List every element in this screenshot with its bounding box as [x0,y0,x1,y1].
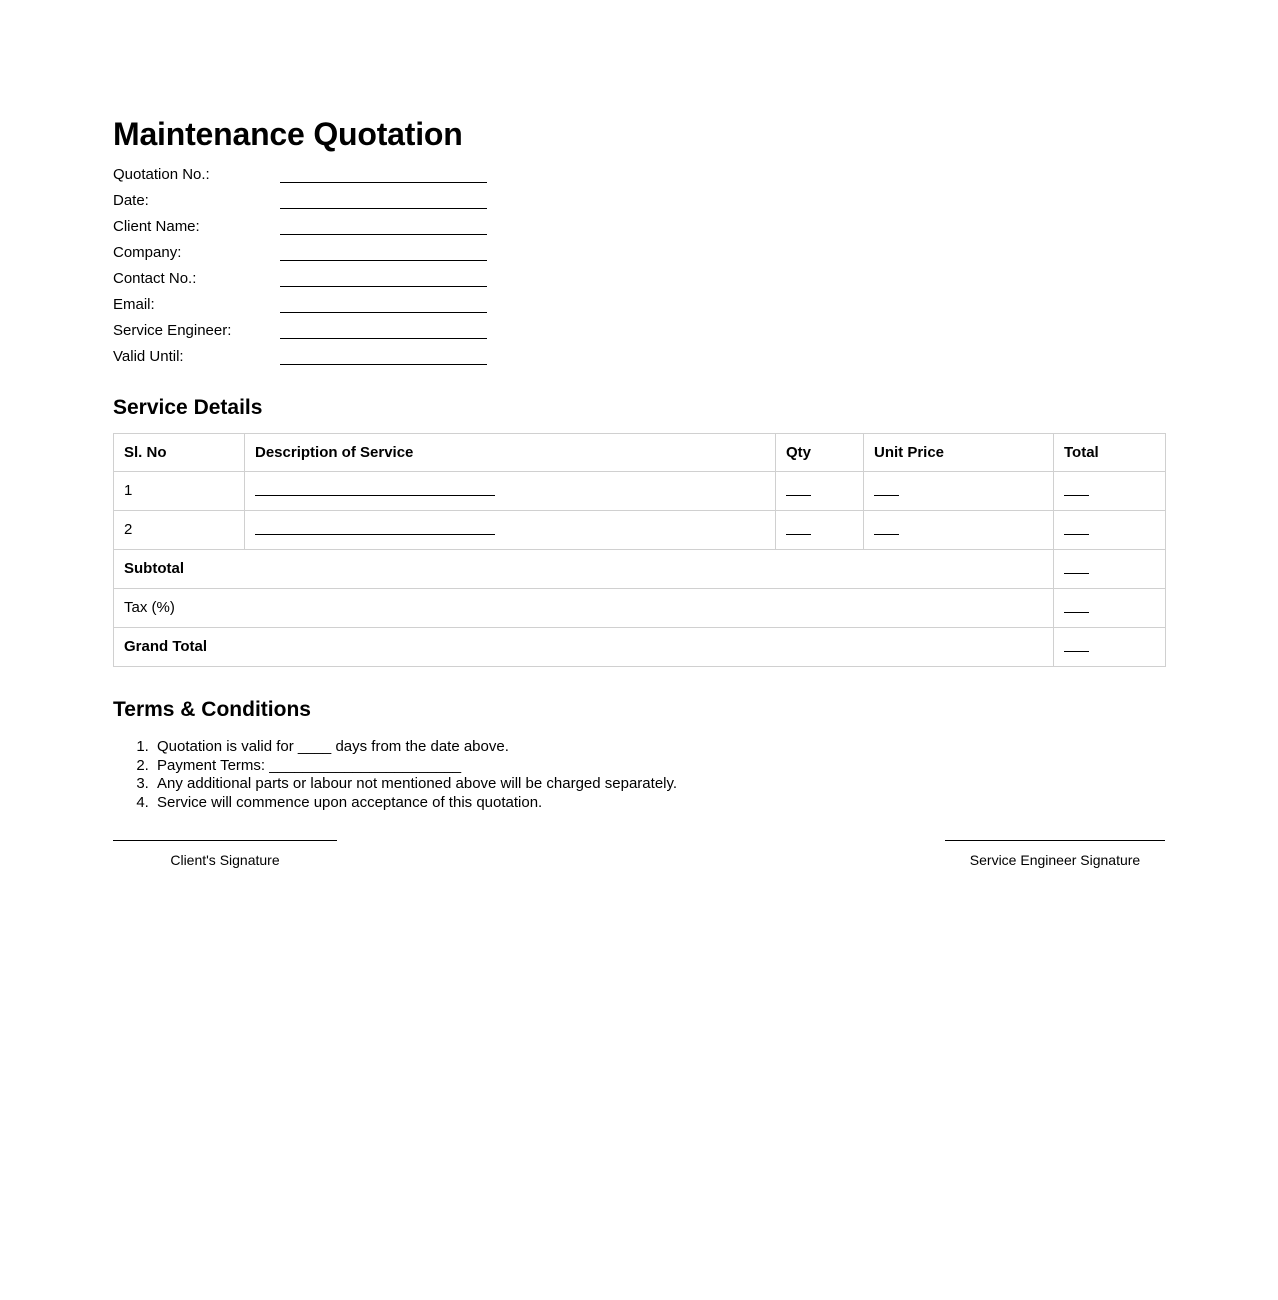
totals-label-grand-total: Grand Total [114,628,1054,667]
qty-input-line[interactable] [786,521,811,535]
unit-price-input-line[interactable] [874,521,899,535]
cell-qty[interactable] [776,472,864,511]
meta-label-date: Date: [113,192,149,209]
meta-label-service-engineer: Service Engineer: [113,322,232,339]
page-title: Maintenance Quotation [113,116,463,152]
column-header-description: Description of Service [245,434,776,472]
engineer-signature-caption: Service Engineer Signature [969,852,1141,868]
table-row [114,511,1166,550]
cell-description[interactable] [245,511,776,550]
cell-qty[interactable] [776,511,864,550]
meta-row-valid-until [113,345,613,371]
client-signature-caption: Client's Signature [170,852,280,868]
cell-unit-price[interactable] [864,472,1054,511]
meta-row-company [113,241,613,267]
list-item: 4. Service will commence upon acceptance of this quotation. [153,794,677,813]
meta-row-email [113,293,613,319]
meta-row-service-engineer [113,319,613,345]
cell-total[interactable] [1054,472,1166,511]
meta-label-valid-until: Valid Until: [113,348,184,365]
table-row [114,472,1166,511]
cell-sl-no: 1 [114,472,245,511]
column-header-unit-price: Unit Price [864,434,1054,472]
totals-value-grand-total[interactable] [1054,628,1166,667]
column-header-total: Total [1054,434,1166,472]
engineer-signature-block [945,840,1165,869]
description-input-line[interactable] [255,482,495,496]
cell-total[interactable] [1054,511,1166,550]
meta-row-quotation-no [113,163,613,189]
terms-conditions-list [113,738,677,812]
client-signature-line[interactable] [113,840,337,841]
totals-value-tax[interactable] [1054,589,1166,628]
list-item: 3. Any additional parts or labour not mentioned above will be charged separately. [153,775,677,794]
meta-input-client-name[interactable] [280,234,487,235]
totals-row-tax [114,589,1166,628]
meta-input-contact-no[interactable] [280,286,487,287]
meta-label-quotation-no: Quotation No.: [113,166,210,183]
list-item: 1. Quotation is valid for ____ days from the date above. [153,738,677,757]
meta-row-client-name [113,215,613,241]
engineer-signature-line[interactable] [945,840,1165,841]
client-signature-block [113,840,337,869]
list-item: 2. Payment Terms: _______________________ [153,757,677,776]
tax-input-line[interactable] [1064,599,1089,613]
unit-price-input-line[interactable] [874,482,899,496]
quotation-meta-fields [113,163,613,371]
total-input-line[interactable] [1064,521,1089,535]
meta-label-client-name: Client Name: [113,218,200,235]
meta-input-valid-until[interactable] [280,364,487,365]
terms-conditions-heading: Terms & Conditions [113,698,311,721]
meta-input-quotation-no[interactable] [280,182,487,183]
qty-input-line[interactable] [786,482,811,496]
total-input-line[interactable] [1064,482,1089,496]
service-details-table [113,433,1166,667]
column-header-qty: Qty [776,434,864,472]
meta-input-date[interactable] [280,208,487,209]
grand-total-input-line[interactable] [1064,638,1089,652]
cell-sl-no: 2 [114,511,245,550]
meta-row-contact-no [113,267,613,293]
cell-description[interactable] [245,472,776,511]
meta-input-email[interactable] [280,312,487,313]
cell-unit-price[interactable] [864,511,1054,550]
meta-input-service-engineer[interactable] [280,338,487,339]
meta-input-company[interactable] [280,260,487,261]
subtotal-input-line[interactable] [1064,560,1089,574]
meta-label-email: Email: [113,296,155,313]
service-details-heading: Service Details [113,396,263,419]
meta-label-contact-no: Contact No.: [113,270,197,287]
meta-label-company: Company: [113,244,182,261]
description-input-line[interactable] [255,521,495,535]
service-details-table-container [113,433,1165,667]
totals-row-grand-total [114,628,1166,667]
totals-value-subtotal[interactable] [1054,550,1166,589]
totals-label-subtotal: Subtotal [114,550,1054,589]
meta-row-date [113,189,613,215]
totals-label-tax: Tax (%) [114,589,1054,628]
column-header-sl-no: Sl. No [114,434,245,472]
table-header-row [114,434,1166,472]
totals-row-subtotal [114,550,1166,589]
